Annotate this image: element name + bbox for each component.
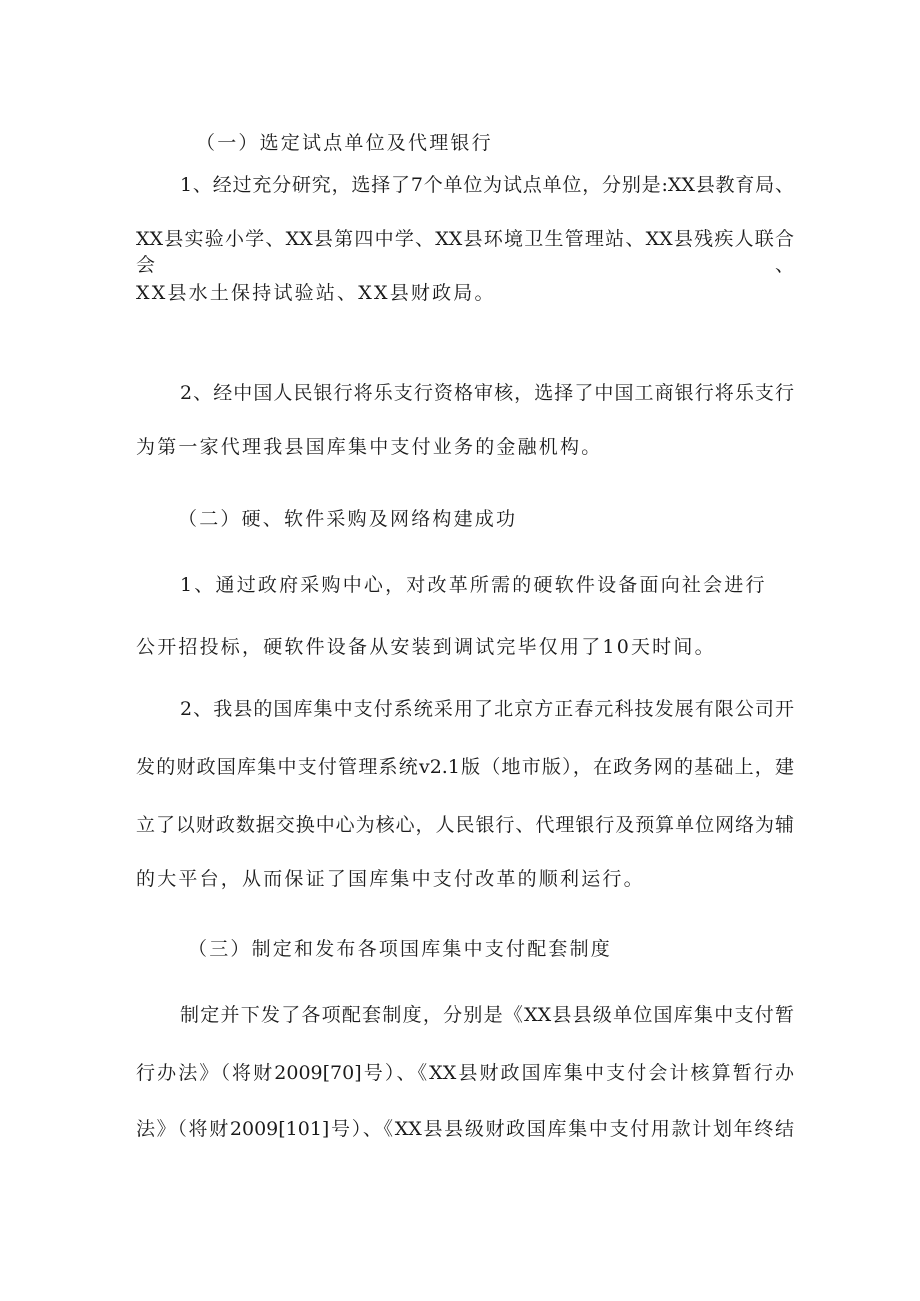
paragraph-3-line-1: 1、通过政府采购中心，对改革所需的硬软件设备面向社会进行: [180, 574, 767, 596]
paragraph-1-line-2: XX县实验小学、XX县第四中学、XX县环境卫生管理站、XX县残疾人联合会、: [136, 228, 794, 276]
section-heading-1: （一）选定试点单位及代理银行: [196, 132, 493, 154]
section-heading-2: （二）硬、软件采购及网络构建成功: [178, 508, 518, 530]
paragraph-2-line-1: 2、经中国人民银行将乐支行资格审核，选择了中国工商银行将乐支行: [180, 382, 794, 404]
paragraph-5-line-1: 制定并下发了各项配套制度，分别是《XX县县级单位国库集中支付暂: [180, 1004, 794, 1026]
paragraph-4-line-1: 2、我县的国库集中支付系统采用了北京方正春元科技发展有限公司开: [180, 698, 794, 720]
paragraph-2-line-2: 为第一家代理我县国库集中支付业务的金融机构。: [136, 436, 603, 458]
section-heading-3: （三）制定和发布各项国库集中支付配套制度: [188, 938, 613, 960]
paragraph-3-line-2: 公开招投标，硬软件设备从安装到调试完毕仅用了10天时间。: [136, 636, 716, 658]
paragraph-1-line-3: XX县水土保持试验站、XX县财政局。: [136, 282, 496, 304]
paragraph-5-line-2: 行办法》（将财2009[70]号）、《XX县财政国库集中支付会计核算暂行办: [136, 1062, 794, 1084]
paragraph-5-line-3: 法》（将财2009[101]号）、《XX县县级财政国库集中支付用款计划年终结: [136, 1118, 794, 1140]
paragraph-4-line-2: 发的财政国库集中支付管理系统v2.1版（地市版），在政务网的基础上，建: [136, 756, 794, 778]
paragraph-4-line-3: 立了以财政数据交换中心为核心，人民银行、代理银行及预算单位网络为辅: [136, 814, 794, 836]
paragraph-4-line-4: 的大平台，从而保证了国库集中支付改革的顺利运行。: [136, 868, 645, 890]
paragraph-1-line-1: 1、经过充分研究，选择了7个单位为试点单位，分别是:XX县教育局、: [180, 174, 794, 196]
